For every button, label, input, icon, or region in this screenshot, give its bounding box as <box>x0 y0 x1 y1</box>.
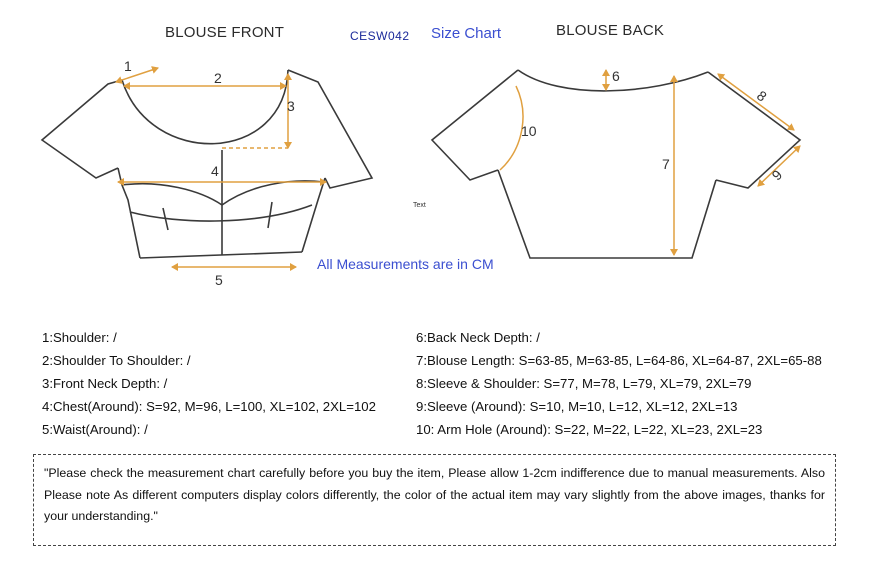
measurement-notice: "Please check the measurement chart carefully before you buy the item, Please allow 1-2cm indifference due to manual measurements. Also Please note As different computers display colors differently, the color of the actual item may vary slightly from the above images, thanks for your understanding." <box>33 454 836 546</box>
chart-title: Size Chart <box>431 25 502 42</box>
label-1: 1 <box>124 58 132 74</box>
blouse-back-outline <box>432 70 800 258</box>
spec-right-9: 9:Sleeve (Around): S=10, M=10, L=12, XL=12, 2XL=13 <box>416 399 738 414</box>
label-9: 9 <box>768 166 786 184</box>
product-code: CESW042 <box>350 29 410 43</box>
unit-note: All Measurements are in CM <box>317 256 494 272</box>
spec-left-1: 1:Shoulder: / <box>42 330 117 345</box>
label-10: 10 <box>521 123 537 139</box>
spec-right-10: 10: Arm Hole (Around): S=22, M=22, L=22, XL=23, 2XL=23 <box>416 422 763 437</box>
spec-left-2: 2:Shoulder To Shoulder: / <box>42 353 191 368</box>
label-8: 8 <box>753 87 770 105</box>
label-6: 6 <box>612 68 620 84</box>
spec-right-8: 8:Sleeve & Shoulder: S=77, M=78, L=79, XL=79, 2XL=79 <box>416 376 752 391</box>
spec-left-3: 3:Front Neck Depth: / <box>42 376 168 391</box>
label-7: 7 <box>662 156 670 172</box>
front-title: BLOUSE FRONT <box>165 24 285 41</box>
spec-right-6: 6:Back Neck Depth: / <box>416 330 540 345</box>
label-4: 4 <box>211 163 219 179</box>
label-5: 5 <box>215 272 223 288</box>
label-3: 3 <box>287 98 295 114</box>
text-placeholder: Text <box>413 202 426 209</box>
spec-left-4: 4:Chest(Around): S=92, M=96, L=100, XL=102, 2XL=102 <box>42 399 376 414</box>
blouse-front-outline <box>42 70 372 258</box>
back-title: BLOUSE BACK <box>556 22 665 39</box>
spec-right-7: 7:Blouse Length: S=63-85, M=63-85, L=64-86, XL=64-87, 2XL=65-88 <box>416 353 822 368</box>
spec-left-5: 5:Waist(Around): / <box>42 422 148 437</box>
label-2: 2 <box>214 70 222 86</box>
